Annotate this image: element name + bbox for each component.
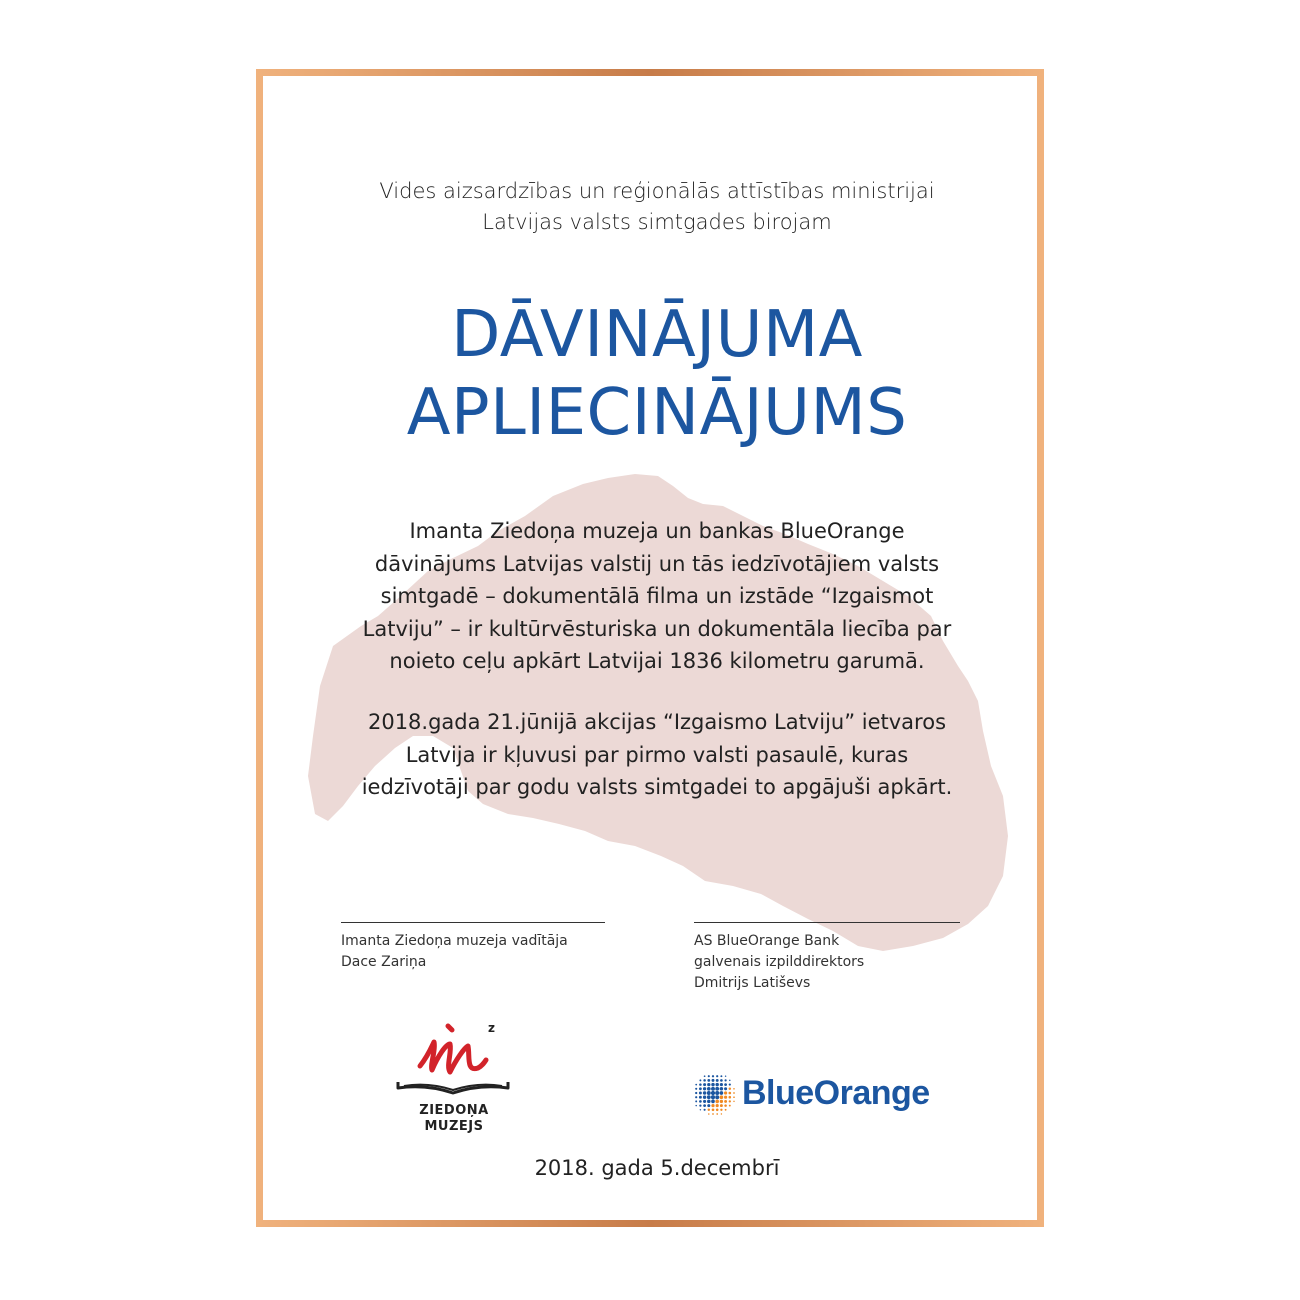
sphere-dot xyxy=(699,1104,701,1106)
ziedona-muzejs-logo xyxy=(390,1016,518,1141)
sphere-dot xyxy=(720,1083,723,1086)
sphere-dot xyxy=(733,1088,735,1090)
sphere-dot xyxy=(704,1075,706,1077)
red-m-book-icon xyxy=(390,1016,518,1101)
title-line-1: DĀVINĀJUMA xyxy=(451,298,863,372)
sphere-dot xyxy=(712,1108,715,1111)
addressee-line-1: Vides aizsardzības un reģionālās attīstības ministrijai xyxy=(379,179,935,203)
sphere-dot xyxy=(716,1104,719,1107)
paragraph-1-line: Latviju” – ir kultūrvēsturiska un dokumentāla liecība par xyxy=(362,616,952,641)
sphere-dot xyxy=(721,1113,722,1114)
dot-sphere-icon xyxy=(690,1070,738,1118)
sphere-dot xyxy=(707,1100,711,1104)
sphere-dot xyxy=(703,1083,706,1086)
signature-caption-right xyxy=(694,931,864,994)
signature-line-right xyxy=(694,922,960,923)
blueorange-wordmark: BlueOrange xyxy=(742,1074,930,1112)
sphere-dot xyxy=(716,1109,719,1112)
sphere-dot xyxy=(724,1104,727,1107)
signer-name-left: Dace Zariņa xyxy=(341,954,427,970)
sphere-dot xyxy=(725,1075,726,1076)
certificate-frame xyxy=(256,69,1044,1227)
sphere-dot xyxy=(703,1079,706,1082)
sphere-dot xyxy=(724,1083,727,1086)
sphere-dot xyxy=(711,1104,714,1107)
sphere-dot xyxy=(708,1075,710,1077)
sphere-dot xyxy=(704,1109,706,1111)
sphere-dot xyxy=(712,1113,714,1115)
sphere-dot xyxy=(724,1100,727,1103)
sphere-dot xyxy=(695,1084,697,1086)
sphere-dot xyxy=(711,1095,715,1099)
sphere-dot xyxy=(703,1095,706,1098)
sphere-dot xyxy=(720,1095,724,1099)
sphere-dot xyxy=(715,1087,719,1091)
paragraph-2-line: Latvija ir kļuvusi par pirmo valsti pasaulē, kuras xyxy=(405,742,909,767)
signer-company-right: AS BlueOrange Bank xyxy=(694,933,840,949)
sphere-dot xyxy=(711,1091,715,1095)
sphere-dot xyxy=(711,1083,714,1086)
sphere-dot xyxy=(715,1083,718,1086)
sphere-dot xyxy=(699,1092,702,1095)
signer-title-right: galvenais izpilddirektors xyxy=(694,954,865,970)
sphere-dot xyxy=(728,1092,731,1095)
paragraph-1-line: dāvinājums Latvijas valstij un tās iedzīvotājiem valsts xyxy=(374,551,940,576)
sphere-dot xyxy=(729,1096,732,1099)
sphere-dot xyxy=(712,1079,715,1082)
sphere-dot xyxy=(707,1079,710,1082)
signature-caption-left xyxy=(341,931,568,973)
paragraph-2-line: 2018.gada 21.jūnijā akcijas “Izgaismo Latviju” ietvaros xyxy=(367,710,947,734)
sphere-dot xyxy=(725,1109,727,1111)
sphere-dot xyxy=(733,1101,734,1102)
sphere-dot xyxy=(724,1096,727,1099)
sphere-dot xyxy=(711,1087,715,1091)
sphere-dot xyxy=(707,1091,711,1095)
certificate-sheet xyxy=(263,76,1037,1220)
addressee-block xyxy=(263,176,1051,238)
sphere-dot xyxy=(716,1075,718,1077)
sphere-dot xyxy=(707,1104,710,1107)
body-paragraph-2 xyxy=(323,706,991,804)
sphere-dot xyxy=(729,1088,731,1090)
sphere-dot xyxy=(708,1113,710,1115)
sphere-dot xyxy=(729,1105,731,1107)
sphere-dot xyxy=(720,1104,723,1107)
sphere-dot xyxy=(724,1087,727,1090)
sphere-dot xyxy=(695,1088,697,1090)
title-line-2: APLIECINĀJUMS xyxy=(406,376,908,450)
sphere-dot xyxy=(703,1087,706,1090)
sphere-dot xyxy=(703,1091,706,1094)
sphere-dot xyxy=(720,1087,724,1091)
sphere-dot xyxy=(700,1109,701,1110)
signer-title-left: Imanta Ziedoņa muzeja vadītāja xyxy=(341,933,568,949)
sphere-dot xyxy=(715,1100,719,1104)
sphere-dot xyxy=(715,1095,719,1099)
sphere-dot xyxy=(733,1092,735,1094)
ziedona-logo-line-1: ZIEDOŅA xyxy=(419,1103,489,1118)
svg-text:z: z xyxy=(488,1021,495,1035)
sphere-dot xyxy=(729,1084,731,1086)
sphere-dot xyxy=(720,1109,722,1111)
sphere-dot xyxy=(699,1083,702,1086)
addressee-line-2: Latvijas valsts simtgades birojam xyxy=(482,210,832,234)
sphere-dot xyxy=(707,1087,711,1091)
sphere-dot xyxy=(712,1075,714,1077)
sphere-dot xyxy=(711,1100,715,1104)
paragraph-1-line: noieto ceļu apkārt Latvijai 1836 kilometru garumā. xyxy=(389,649,925,673)
certificate-title xyxy=(263,296,1051,452)
sphere-dot xyxy=(724,1079,726,1081)
ziedona-logo-line-2: MUZEJS xyxy=(424,1119,484,1134)
paragraph-1-line: simtgadē – dokumentālā filma un izstāde “Izgaismot xyxy=(380,584,934,608)
blueorange-logo xyxy=(690,1070,970,1120)
sphere-dot xyxy=(707,1083,710,1086)
sphere-dot xyxy=(695,1092,697,1094)
sphere-dot xyxy=(720,1091,724,1095)
sphere-dot xyxy=(733,1096,735,1098)
sphere-dot xyxy=(699,1096,702,1099)
paragraph-2-line: iedzīvotāji par godu valsts simtgadei to apgājuši apkārt. xyxy=(361,775,953,799)
sphere-dot xyxy=(720,1075,722,1077)
certificate-date: 2018. gada 5.decembrī xyxy=(534,1156,780,1180)
body-paragraph-1 xyxy=(323,515,991,678)
sphere-dot xyxy=(716,1079,719,1082)
sphere-dot xyxy=(708,1109,710,1111)
paragraph-1-line: Imanta Ziedoņa muzeja un bankas BlueOrange xyxy=(409,519,905,543)
sphere-dot xyxy=(699,1100,702,1103)
signature-line-left xyxy=(341,922,605,923)
sphere-dot xyxy=(729,1080,730,1081)
sphere-dot xyxy=(720,1079,723,1082)
sphere-dot xyxy=(699,1087,702,1090)
sphere-dot xyxy=(707,1095,711,1099)
sphere-dot xyxy=(703,1104,706,1107)
sphere-dot xyxy=(729,1100,731,1102)
sphere-dot xyxy=(724,1091,727,1094)
sphere-dot xyxy=(716,1113,718,1115)
sphere-dot xyxy=(695,1096,697,1098)
sphere-dot xyxy=(715,1091,719,1095)
sphere-dot xyxy=(695,1105,696,1106)
sphere-dot xyxy=(699,1079,701,1081)
sphere-dot xyxy=(720,1100,723,1103)
signer-name-right: Dmitrijs Latiševs xyxy=(694,975,811,991)
sphere-dot xyxy=(695,1100,697,1102)
sphere-dot xyxy=(703,1100,706,1103)
